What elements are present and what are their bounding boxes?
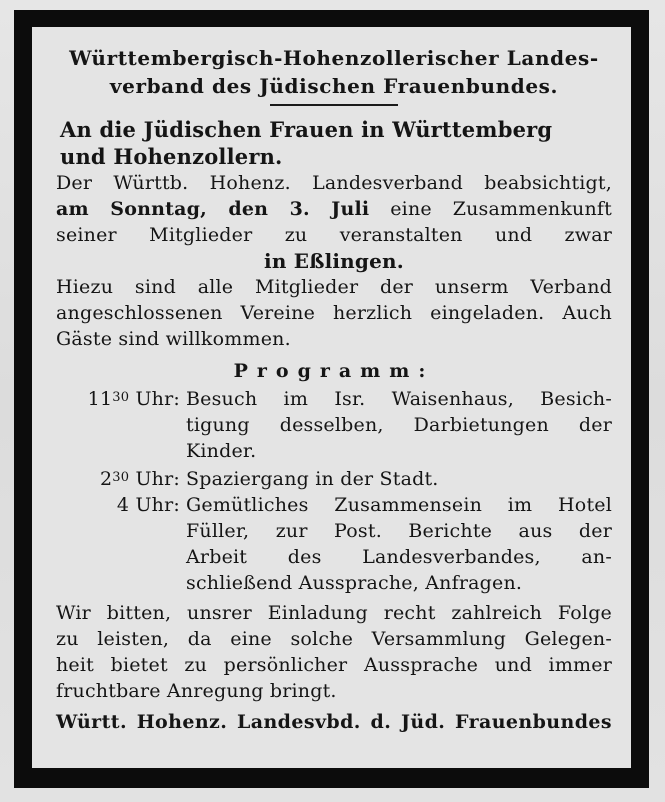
program-description: [186, 386, 612, 464]
program-time: [56, 492, 186, 596]
program-item: [56, 386, 612, 464]
intro-paragraph: [56, 170, 612, 274]
meeting-location: in Eßlingen.: [264, 249, 404, 273]
program-time: [56, 466, 186, 492]
program-list: [56, 386, 612, 596]
intro-line-3: seiner Mitglieder zu veranstalten und zwar: [56, 224, 612, 246]
program-item: [56, 492, 612, 596]
organization-heading: [56, 44, 612, 100]
time-minutes: 30: [112, 390, 130, 405]
closing-line-1: Wir bitten, unsrer Einladung recht zahlreich Folge: [56, 602, 612, 624]
invite-line-3: Gäste sind willkommen.: [56, 328, 291, 350]
meeting-date: am Sonntag, den 3. Juli: [56, 198, 370, 220]
heading-line-1: Württembergisch-Hohenzollerischer Landes-: [69, 46, 599, 70]
program-time: [56, 386, 186, 464]
closing-line-3: heit bietet zu persönlicher Aussprache und immer: [56, 654, 612, 676]
program-desc-line: Besuch im Isr. Waisenhaus, Besich-: [186, 388, 612, 410]
invite-line-2: angeschlossenen Vereine herzlich eingeladen. Auch: [56, 302, 612, 324]
program-heading: Programm:: [233, 360, 435, 382]
intro-line-2: [56, 196, 612, 222]
invite-paragraph: [56, 274, 612, 352]
program-desc-line: tigung desselben, Darbietungen der: [186, 414, 612, 436]
title-line-2: und Hohenzollern.: [60, 144, 283, 169]
program-item: [56, 466, 612, 492]
time-hour: 4: [116, 494, 130, 516]
time-hour: 2: [99, 468, 113, 490]
program-desc-line: Spaziergang in der Stadt.: [186, 468, 439, 490]
time-hour: 11: [87, 388, 113, 410]
heading-line-2: verband des Jüdischen Frauenbundes.: [109, 74, 559, 98]
closing-line-4: fruchtbare Anregung bringt.: [56, 680, 337, 702]
time-unit: Uhr:: [135, 468, 180, 490]
signature: Württ. Hohenz. Landesvbd. d. Jüd. Frauenbundes: [56, 711, 612, 733]
program-desc-line: Gemütliches Zusammensein im Hotel: [186, 494, 612, 516]
invite-line-1: Hiezu sind alle Mitglieder der unserm Verband: [56, 276, 612, 298]
program-desc-line: schließend Aussprache, Anfragen.: [186, 572, 523, 594]
time-unit: Uhr:: [135, 388, 180, 410]
announcement-body: [56, 44, 612, 736]
program-desc-line: Füller, zur Post. Berichte aus der: [186, 520, 612, 542]
program-desc-line: Arbeit des Landesverbandes, an-: [186, 546, 612, 568]
heading-divider: [270, 104, 398, 106]
title-line-1: An die Jüdischen Frauen in Württemberg: [60, 117, 553, 142]
announcement-title: [56, 116, 612, 170]
program-description: [186, 466, 612, 492]
program-description: [186, 492, 612, 596]
time-minutes: 30: [112, 470, 130, 485]
program-desc-line: Kinder.: [186, 440, 257, 462]
closing-line-2: zu leisten, da eine solche Versammlung Gelegen-: [56, 628, 612, 650]
time-unit: Uhr:: [135, 494, 180, 516]
intro-line-2-rest: eine Zusammenkunft: [369, 198, 613, 220]
intro-line-1: Der Württb. Hohenz. Landesverband beabsichtigt,: [56, 172, 612, 194]
closing-paragraph: [56, 600, 612, 704]
